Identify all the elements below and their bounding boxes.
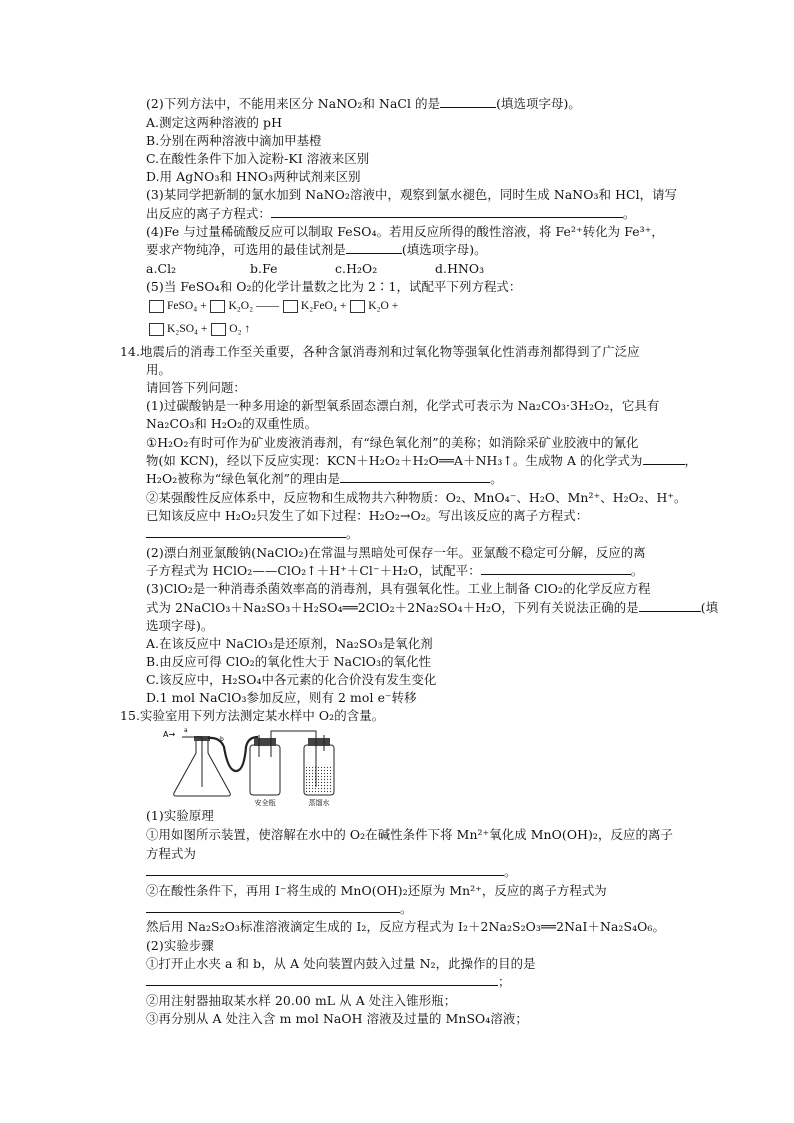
q13-part4-line2: 要求产物纯净，可选用的最佳试剂是 (填选项字母)。	[146, 242, 487, 257]
coefficient-box	[149, 300, 164, 313]
q13-option-c: C.在酸性条件下加入淀粉-KI 溶液来区别	[146, 151, 370, 166]
q13-part5: (5)当 FeSO₄和 O₂的化学计量数之比为 2∶1，试配平下列方程式：	[146, 279, 522, 294]
answer-blank	[146, 862, 504, 876]
q13-part4-options: a.Cl₂ b.Fe c.H₂O₂ d.HNO₃	[146, 261, 485, 276]
q15-part1-sub1-line3: 。	[146, 862, 517, 881]
q14-part3-line1: (3)ClO₂是一种消毒杀菌效率高的消毒剂，具有强氧化性。工业上制备 ClO₂的化学反应方程	[146, 581, 651, 596]
inlet-a-label: A→	[163, 730, 176, 739]
q14-part1-line1: (1)过碳酸钠是一种多用途的新型氧系固态漂白剂，化学式可表示为 Na₂CO₃·3H₂O₂，它具有	[146, 398, 660, 413]
q15-part1-sub2-line2: 。	[146, 899, 413, 918]
q15-step3: ③再分别从 A 处注入含 m mol NaOH 溶液及过量的 MnSO₄溶液；	[146, 1011, 528, 1026]
q14-option-a: A.在该反应中 NaClO₃是还原剂，Na₂SO₃是氧化剂	[146, 636, 433, 651]
q14-option-d: D.1 mol NaClO₃参加反应，则有 2 mol e⁻转移	[146, 690, 417, 705]
q14-part1-sub2-line1: ②某强酸性反应体系中，反应物和生成物共六种物质：O₂、MnO₄⁻、H₂O、Mn²⁺、H₂O₂、H⁺。	[146, 490, 687, 505]
coefficient-box	[149, 323, 164, 336]
q15-part2-title: (2)实验步骤	[146, 938, 214, 953]
q15-stem: 15.实验室用下列方法测定某水样中 O₂的含量。	[120, 708, 385, 723]
apparatus-diagram	[158, 727, 358, 807]
q14-prompt: 请回答下列问题：	[146, 380, 246, 395]
connecting-tube	[271, 731, 316, 735]
q14-option-c: C.该反应中，H₂SO₄中各元素的化合价没有发生变化	[146, 672, 437, 687]
balance-equation-row2: K₂SO₄ + O₂ ↑	[148, 320, 250, 338]
clamp-a-label: a	[184, 727, 188, 734]
safety-bottle-label: 安全瓶	[254, 799, 276, 807]
q13-part3-line1: (3)某同学把新制的氯水加到 NaNO₂溶液中，观察到氯水褪色，同时生成 NaNO₃和 HCl，请写	[146, 187, 678, 202]
q14-part1-line2: Na₂CO₃和 H₂O₂的双重性质。	[146, 416, 318, 431]
q14-part1-sub2-line2: 已知该反应中 H₂O₂只发生了如下过程：H₂O₂→O₂。写出该反应的离子方程式：	[146, 508, 589, 523]
coefficient-box	[210, 300, 225, 313]
q14-part1-sub1-line2: 物(如 KCN)，经以下反应实现：KCN＋H₂O₂＋H₂O══A＋NH₃↑。生成物 A 的化学式为 ，	[146, 453, 698, 468]
safety-bottle	[250, 735, 280, 795]
q14-part2-line1: (2)漂白剂亚氯酸钠(NaClO₂)在常温与黑暗处可保存一年。亚氯酸不稳定可分解，反应的离	[146, 545, 646, 560]
conical-flask	[174, 736, 231, 796]
clamp-b-label: b	[220, 736, 224, 743]
q15-part1-sub1-line2: 方程式为	[146, 846, 196, 861]
q14-option-b: B.由反应可得 ClO₂的氧化性大于 NaClO₃的氧化性	[146, 654, 432, 669]
answer-blank	[639, 598, 701, 612]
answer-blank	[146, 972, 498, 986]
distilled-water-label: 蒸馏水	[308, 799, 330, 807]
q15-step1-line1: ①打开止水夹 a 和 b，从 A 处向装置内鼓入过量 N₂，此操作的目的是	[146, 956, 536, 971]
answer-blank	[146, 524, 346, 538]
q15-part1-sub2-line1: ②在酸性条件下，再用 I⁻将生成的 MnO(OH)₂还原为 Mn²⁺，反应的离子方程式为	[146, 883, 607, 898]
q14-part1-sub2-line3: 。	[146, 524, 359, 543]
q13-part4-line1: (4)Fe 与过量稀硫酸反应可以制取 FeSO₄。若用反应所得的酸性溶液，将 Fe²⁺转化为 Fe³⁺，	[146, 224, 664, 239]
q14-part2-line2: 子方程式为 HClO₂——ClO₂↑＋H⁺＋Cl⁻＋H₂O，试配平： 。	[146, 563, 644, 578]
answer-blank	[146, 899, 400, 913]
q14-part1-sub1-line3: H₂O₂被称为“绿色氧化剂”的理由是 。	[146, 471, 503, 486]
coefficient-box	[350, 300, 365, 313]
coefficient-box	[283, 300, 298, 313]
answer-blank	[481, 561, 631, 575]
answer-blank	[440, 94, 496, 108]
q15-part1-title: (1)实验原理	[146, 808, 214, 823]
coefficient-box	[211, 323, 226, 336]
q13-option-a: A.测定这两种溶液的 pH	[146, 115, 282, 130]
q14-part1-sub1-line1: ①H₂O₂有时可作为矿业废液消毒剂，有“绿色氧化剂”的美称；如消除采矿业胶液中的氰化	[146, 435, 639, 450]
q15-part1-sub1-line1: ①用如图所示装置，使溶解在水中的 O₂在碱性条件下将 Mn²⁺氧化成 MnO(OH)₂，反应的离子	[146, 827, 673, 842]
answer-blank	[643, 451, 685, 465]
q14-stem-line1: 14.地震后的消毒工作至关重要，各种含氯消毒剂和过氧化物等强氧化性消毒剂都得到了广泛应	[120, 344, 640, 359]
q14-stem-line2: 用。	[146, 362, 171, 377]
q14-part3-line3: 选项字母)。	[146, 618, 214, 633]
q13-part3-line2: 出反应的离子方程式： 。	[146, 206, 636, 221]
q15-step2: ②用注射器抽取某水样 20.00 mL 从 A 处注入锥形瓶；	[146, 993, 457, 1008]
answer-blank	[346, 240, 402, 254]
q14-part3-line2: 式为 2NaClO₃＋Na₂SO₃＋H₂SO₄══2ClO₂＋2Na₂SO₄＋H₂O，下列有关说法正确的是 (填	[146, 600, 719, 615]
q13-option-b: B.分别在两种溶液中滴加甲基橙	[146, 133, 322, 148]
distilled-water-bottle	[304, 735, 334, 795]
answer-blank	[340, 469, 490, 483]
balance-equation-row1: FeSO₄ + K₂O₂ —— K₂FeO₄ + K₂O +	[148, 297, 398, 315]
answer-blank	[271, 204, 623, 218]
q15-titration-equation: 然后用 Na₂S₂O₃标准溶液滴定生成的 I₂，反应方程式为 I₂＋2Na₂S₂O₃══2NaI＋Na₂S₄O₆。	[146, 919, 665, 934]
q13-option-d: D.用 AgNO₃和 HNO₃两种试剂来区别	[146, 169, 361, 184]
q13-part2: (2)下列方法中，不能用来区分 NaNO₂和 NaCl 的是 (填选项字母)。	[146, 96, 581, 111]
q15-step1-line2: ；	[146, 972, 511, 991]
